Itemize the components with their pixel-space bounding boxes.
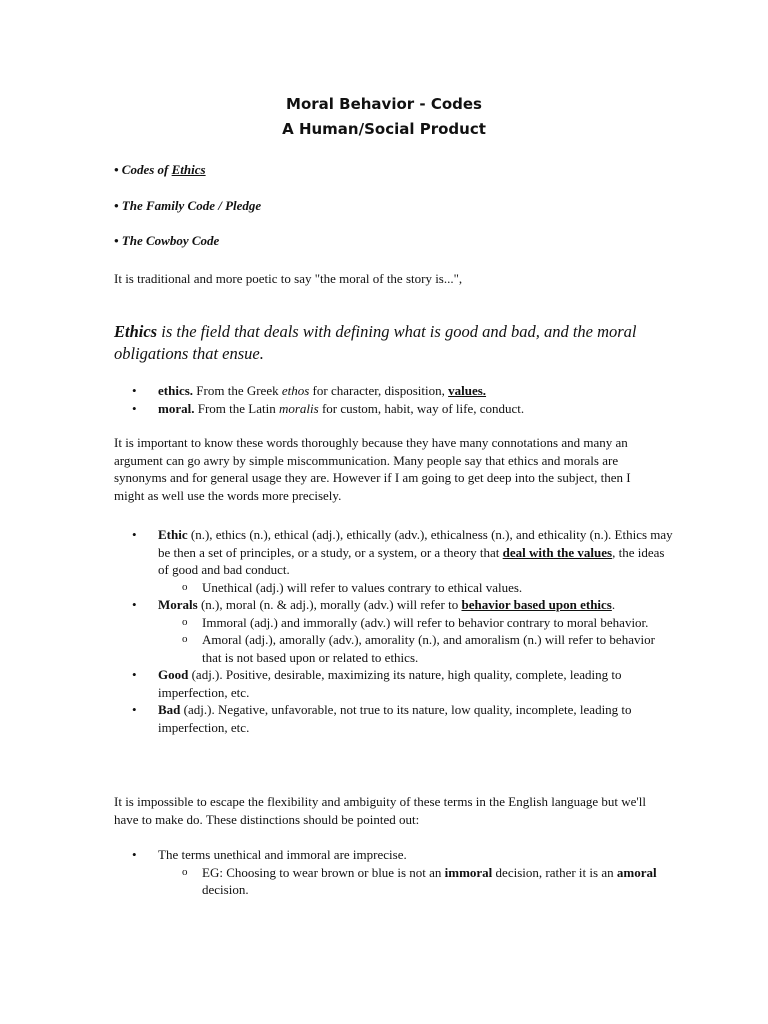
intro-paragraph: It is traditional and more poetic to say "the moral of the story is...", (114, 271, 463, 286)
good-term: Good (158, 667, 189, 682)
definition-text: (n.), moral (n. & adj.), morally (adv.) will refer to (197, 597, 462, 612)
definition-text: (adj.). Positive, desirable, maximizing its nature, high quality, complete, leading to imperfection, etc. (158, 667, 622, 700)
list-item (114, 382, 674, 400)
ethic-term: Ethic (158, 527, 188, 542)
bad-term: Bad (158, 702, 181, 717)
example-text: decision. (202, 882, 249, 897)
definition-text: (adj.). Negative, unfavorable, not true to its nature, low quality, incomplete, leading to imperfection, etc. (158, 702, 632, 735)
sub-list (158, 614, 674, 667)
distinctions-list (114, 846, 674, 899)
moral-term-bold: moral. (158, 400, 195, 416)
definition-text: (n.), ethics (n.), ethical (adj.), ethically (adv.), ethicalness (n.), and ethicality (n.). Ethics may be then a set of principles, or a study, or a system, or a theory that (158, 527, 673, 560)
definition-text: . (611, 597, 616, 612)
definition-text: , the ideas of good and bad conduct. (158, 544, 665, 577)
greek-word: ethos (281, 383, 310, 398)
list-item (114, 701, 674, 736)
values-emphasis: values. (448, 383, 487, 398)
list-item (114, 596, 674, 666)
etymology-text: From the Latin (194, 400, 279, 416)
importance-paragraph: It is important to know these words thoroughly because they have many connotations and many an argument can go awry by simple miscommunication. Many people say that ethics and morals are synonyms and for general usage they are. However if I am going to get deep into the subject, then I might as well use the words more precisely. (114, 435, 631, 503)
ambiguity-paragraph: It is impossible to escape the flexibility and ambiguity of these terms in the English language but we'll have to make do. These distinctions should be pointed out: (114, 794, 646, 827)
example-text: decision, rather it is an (492, 864, 617, 880)
amoral-term: amoral (616, 864, 657, 880)
page-subtitle: A Human/Social Product (282, 120, 486, 138)
example-text: EG: Choosing to wear brown or blue is not an (202, 864, 445, 880)
code-item-family: • The Family Code / Pledge (114, 198, 262, 213)
etymology-text: for custom, habit, way of life, conduct. (318, 400, 525, 416)
list-item (114, 666, 674, 701)
list-item (114, 846, 674, 899)
etymology-text: for character, disposition, (309, 383, 449, 398)
ethics-term: Ethics (114, 322, 158, 341)
definition-emphasis: behavior based upon ethics (461, 597, 612, 612)
sub-list-item: o Amoral (adj.), amorally (adv.), amorality (n.), and amoralism (n.) will refer to behavior that is not based upon or related to ethics. (158, 631, 674, 666)
latin-word: moralis (278, 400, 319, 416)
code-item-prefix: • Codes of (114, 162, 172, 177)
distinction-text: The terms unethical and immoral are imprecise. (158, 847, 407, 862)
list-item (114, 526, 674, 596)
sub-list-item: o Immoral (adj.) and immorally (adv.) will refer to behavior contrary to moral behavior. (158, 614, 674, 632)
code-item-cowboy: • The Cowboy Code (114, 233, 220, 248)
ethics-definition (114, 321, 674, 365)
sub-list (158, 864, 674, 899)
ethics-term-bold: ethics. (158, 383, 194, 398)
page-title: Moral Behavior - Codes (286, 95, 482, 113)
definitions-list (114, 526, 674, 736)
list-item (114, 400, 674, 418)
etymology-list (114, 382, 674, 417)
definition-emphasis: deal with the values (502, 544, 613, 560)
morals-term: Morals (158, 597, 198, 612)
code-item-ethics (114, 161, 206, 179)
sub-list-item (158, 864, 674, 899)
sub-list (158, 579, 674, 597)
ethics-link[interactable]: Ethics (171, 162, 206, 177)
sub-list-item: o Unethical (adj.) will refer to values contrary to ethical values. (158, 579, 674, 597)
etymology-text: From the Greek (193, 383, 282, 398)
ethics-definition-text: is the field that deals with defining what is good and bad, and the moral obligations that ensue. (114, 322, 637, 363)
immoral-term: immoral (444, 864, 493, 880)
